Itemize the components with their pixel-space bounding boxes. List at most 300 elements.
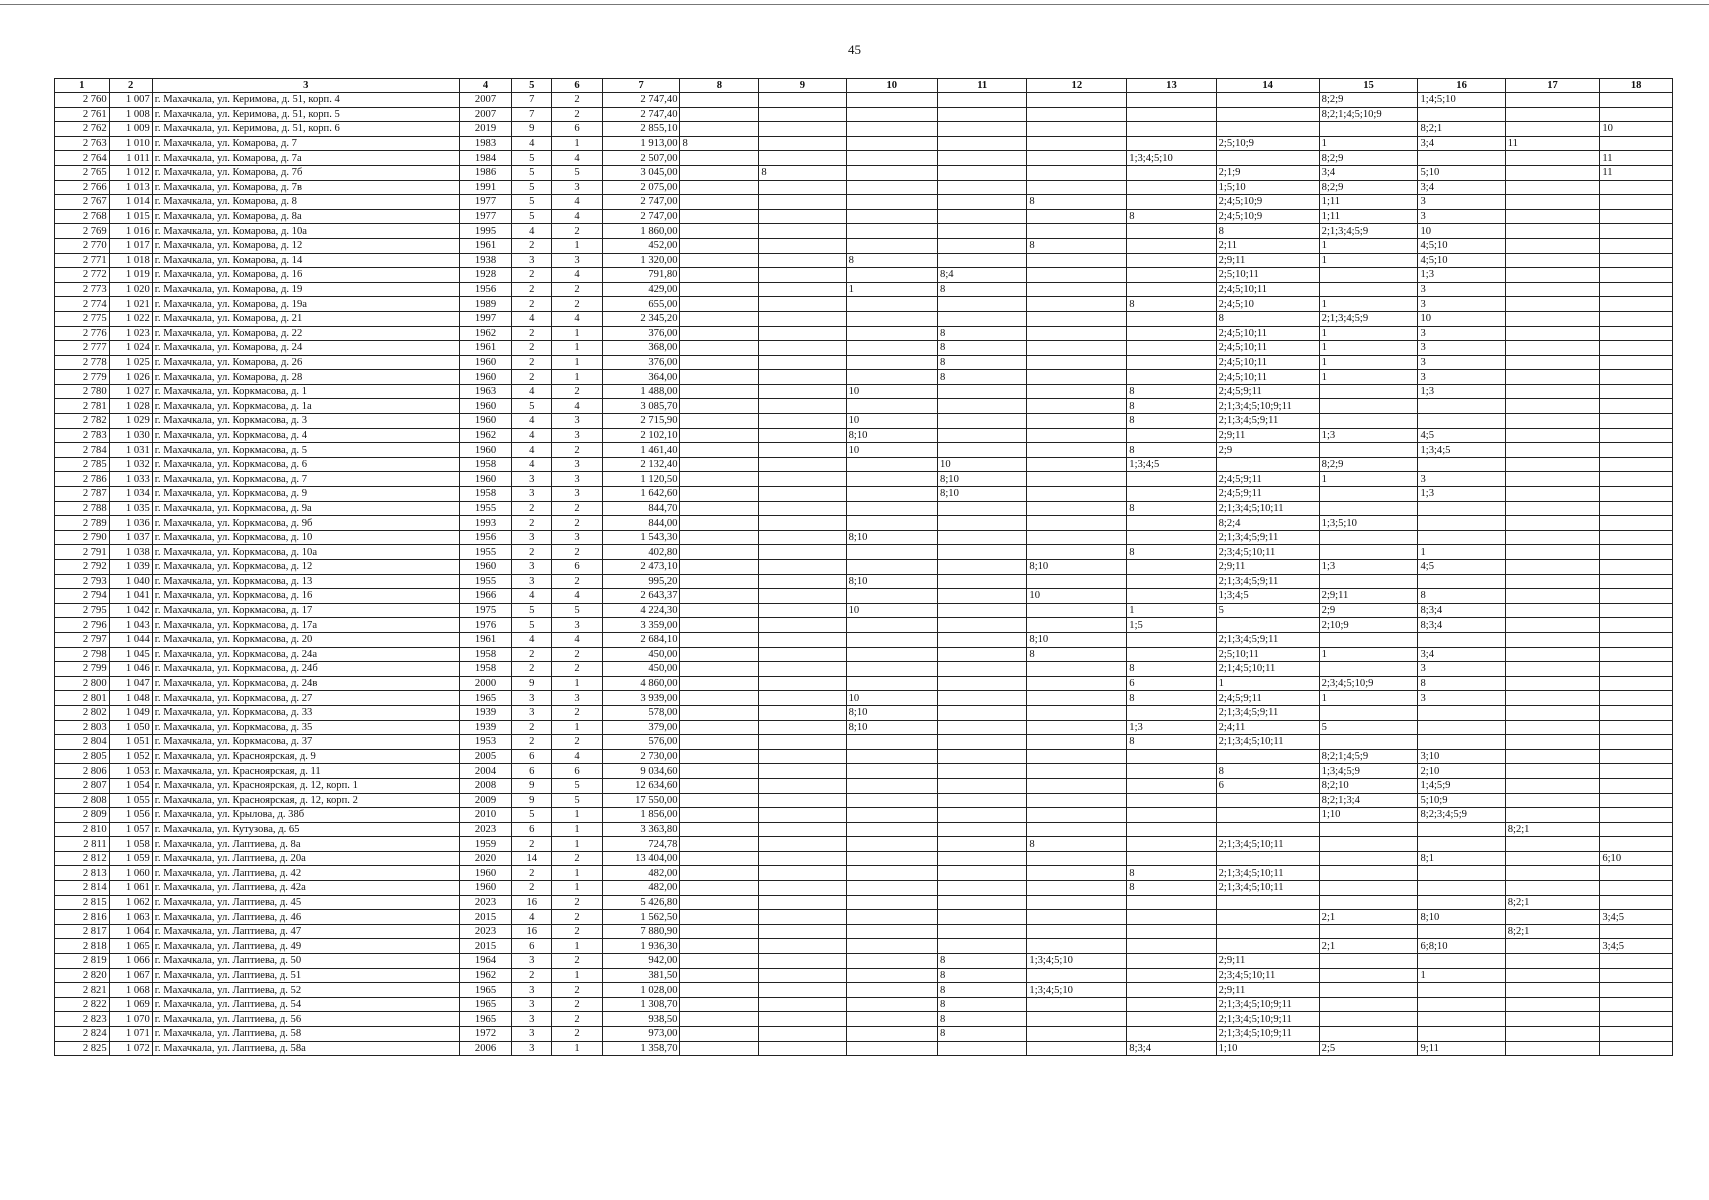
table-cell: 8 [1127,399,1216,414]
table-cell: 6;10 [1600,851,1673,866]
table-cell: 1 007 [109,93,152,108]
table-cell [938,297,1027,312]
table-cell [846,487,937,502]
table-cell: г. Махачкала, ул. Коркмасова, д. 27 [152,691,459,706]
table-cell [846,778,937,793]
table-cell: 8 [1418,589,1505,604]
table-cell: 1 [1319,136,1418,151]
table-cell: 1 [1319,472,1418,487]
table-cell [1600,209,1673,224]
table-cell: 1 [552,837,602,852]
table-row [55,1027,1673,1042]
table-cell [1216,822,1319,837]
table-cell [680,647,759,662]
table-cell [759,443,846,458]
table-cell [1505,501,1600,516]
table-cell: г. Махачкала, ул. Коркмасова, д. 6 [152,457,459,472]
table-cell [1505,282,1600,297]
table-cell [1505,107,1600,122]
table-cell: 2 345,20 [602,311,680,326]
table-cell: 5 [552,165,602,180]
table-cell: 2 507,00 [602,151,680,166]
table-cell: 1 562,50 [602,910,680,925]
table-cell [1319,632,1418,647]
table-cell [1505,939,1600,954]
table-cell [846,632,937,647]
table-cell [1127,253,1216,268]
table-cell: 1 461,40 [602,443,680,458]
table-row [55,136,1673,151]
table-cell [1127,705,1216,720]
table-cell [1127,107,1216,122]
table-cell [1418,881,1505,896]
table-cell [680,793,759,808]
table-cell: 2;4;5;10;11 [1216,326,1319,341]
table-cell: 4;5 [1418,560,1505,575]
table-cell: 938,50 [602,1012,680,1027]
table-cell: 2;10 [1418,764,1505,779]
table-cell [846,107,937,122]
table-cell [1319,851,1418,866]
table-cell: 1 120,50 [602,472,680,487]
table-cell: 1955 [459,501,512,516]
table-cell [1027,443,1127,458]
table-cell: 1 [1319,253,1418,268]
table-cell [846,968,937,983]
table-cell: 376,00 [602,355,680,370]
table-cell [680,676,759,691]
table-cell [680,355,759,370]
table-cell: 2 823 [55,1012,110,1027]
table-cell [759,924,846,939]
table-cell: 1965 [459,997,512,1012]
table-cell: 3;4;5 [1600,939,1673,954]
table-cell [1505,472,1600,487]
table-cell [938,735,1027,750]
table-cell: 2 [512,720,552,735]
table-cell [759,136,846,151]
table-cell [846,589,937,604]
table-cell [1027,1012,1127,1027]
table-cell [938,939,1027,954]
table-cell: 8 [1216,764,1319,779]
table-row [55,238,1673,253]
table-cell [680,895,759,910]
table-cell: 2 [512,238,552,253]
table-cell: 1 024 [109,341,152,356]
table-cell: 8;10 [1027,560,1127,575]
table-cell: 2023 [459,895,512,910]
table-cell [1505,428,1600,443]
table-cell: 2010 [459,808,512,823]
table-cell: 8;2;9 [1319,457,1418,472]
table-cell [938,93,1027,108]
table-cell [1600,924,1673,939]
table-cell: 2;9;11 [1319,589,1418,604]
table-cell: г. Махачкала, ул. Керимова, д. 51, корп. 6 [152,122,459,137]
table-row [55,93,1673,108]
table-cell: 8 [1127,414,1216,429]
table-cell: 1939 [459,720,512,735]
table-cell [680,443,759,458]
table-cell [1418,866,1505,881]
table-row [55,472,1673,487]
table-cell: 11 [1600,151,1673,166]
table-cell [1505,778,1600,793]
table-cell: 655,00 [602,297,680,312]
table-cell [1319,530,1418,545]
table-cell [1505,574,1600,589]
table-cell [1600,311,1673,326]
table-cell [1600,107,1673,122]
table-cell: 1939 [459,705,512,720]
table-row [55,632,1673,647]
table-cell [680,530,759,545]
table-cell: 1;5;10 [1216,180,1319,195]
housing-registry-table [54,78,1673,1056]
table-cell [938,253,1027,268]
table-cell: 2 [552,735,602,750]
table-cell: 1991 [459,180,512,195]
table-cell [1027,530,1127,545]
table-cell: 1 060 [109,866,152,881]
table-cell [1505,224,1600,239]
table-cell: г. Махачкала, ул. Комарова, д. 7а [152,151,459,166]
table-cell: 1 [1319,326,1418,341]
table-cell: 8 [1127,866,1216,881]
table-cell: 2 132,40 [602,457,680,472]
table-cell: 1 053 [109,764,152,779]
table-cell [759,968,846,983]
table-cell [1319,705,1418,720]
table-cell [846,764,937,779]
table-cell [680,808,759,823]
table-cell [938,808,1027,823]
table-cell [1127,954,1216,969]
table-cell: 8;2;3;4;5;9 [1418,808,1505,823]
table-cell: 381,50 [602,968,680,983]
table-cell [680,574,759,589]
table-cell: 450,00 [602,662,680,677]
table-cell [1600,968,1673,983]
table-cell [846,910,937,925]
table-row [55,735,1673,750]
table-cell: 4 [552,589,602,604]
table-cell [1127,93,1216,108]
table-cell: г. Махачкала, ул. Комарова, д. 28 [152,370,459,385]
table-cell [1216,939,1319,954]
table-cell: г. Махачкала, ул. Комарова, д. 22 [152,326,459,341]
table-cell: 4 [512,384,552,399]
table-cell: 1 044 [109,632,152,647]
table-cell: 1 [552,676,602,691]
table-cell [938,632,1027,647]
table-cell: 3 [1418,662,1505,677]
table-cell [1600,253,1673,268]
table-cell [1505,749,1600,764]
table-cell: 1956 [459,530,512,545]
table-cell [846,647,937,662]
table-cell [759,414,846,429]
table-cell: 6;8;10 [1418,939,1505,954]
table-cell: 6 [512,822,552,837]
table-cell [759,195,846,210]
table-cell: 2 795 [55,603,110,618]
table-cell [680,457,759,472]
table-cell: 4 224,30 [602,603,680,618]
table-cell [938,618,1027,633]
table-cell [1027,428,1127,443]
table-cell: 10 [846,384,937,399]
table-cell [759,530,846,545]
table-cell: 3 363,80 [602,822,680,837]
table-row [55,165,1673,180]
table-cell: 1 049 [109,705,152,720]
table-cell: 1 [552,720,602,735]
table-cell [680,603,759,618]
table-cell [1418,107,1505,122]
table-cell: 8;1 [1418,851,1505,866]
table-cell [1600,384,1673,399]
table-cell [1027,311,1127,326]
table-cell [938,851,1027,866]
table-cell: 8;10 [938,487,1027,502]
table-cell [846,238,937,253]
table-cell: 2;4;5;9;11 [1216,487,1319,502]
table-cell [938,107,1027,122]
table-cell [680,501,759,516]
table-cell [846,924,937,939]
table-cell [1505,253,1600,268]
table-cell: 1 039 [109,560,152,575]
table-cell: г. Махачкала, ул. Лаптиева, д. 51 [152,968,459,983]
table-cell: 2 822 [55,997,110,1012]
table-cell [680,253,759,268]
table-cell [1127,560,1216,575]
table-cell: 2 [552,983,602,998]
table-cell: 3 [512,1012,552,1027]
table-row [55,954,1673,969]
table-cell [1505,326,1600,341]
table-cell: 1 [1418,968,1505,983]
column-header: 5 [512,79,552,93]
table-cell: 2 815 [55,895,110,910]
table-cell: 3 [1418,355,1505,370]
table-cell: 2 [552,895,602,910]
table-cell [1505,268,1600,283]
table-cell: 4 [552,268,602,283]
table-cell: 2 747,00 [602,209,680,224]
table-cell: 3 [1418,341,1505,356]
table-cell: 1960 [459,472,512,487]
table-cell: 1955 [459,574,512,589]
table-cell [1027,1041,1127,1056]
table-cell: 4 [552,749,602,764]
table-cell [938,647,1027,662]
table-cell: 1 028 [109,399,152,414]
table-cell: 1 040 [109,574,152,589]
table-cell [1418,399,1505,414]
table-row [55,881,1673,896]
table-row [55,939,1673,954]
table-cell: 2;1 [1319,939,1418,954]
table-cell: 1 025 [109,355,152,370]
table-cell [846,662,937,677]
table-cell [1600,574,1673,589]
table-cell: 4 [552,151,602,166]
table-cell: 364,00 [602,370,680,385]
table-cell: 9 [512,778,552,793]
table-cell: 1953 [459,735,512,750]
table-cell: 5;10 [1418,165,1505,180]
table-cell [680,516,759,531]
table-cell: 8;2;10 [1319,778,1418,793]
table-cell: г. Махачкала, ул. Коркмасова, д. 35 [152,720,459,735]
table-cell [1600,326,1673,341]
table-cell [1027,895,1127,910]
table-row [55,253,1673,268]
table-cell [846,997,937,1012]
table-cell [1027,165,1127,180]
table-cell: 1 064 [109,924,152,939]
table-cell: 2 [552,282,602,297]
table-cell [1600,93,1673,108]
table-cell: 1976 [459,618,512,633]
table-cell [680,297,759,312]
table-cell: 4;5 [1418,428,1505,443]
table-cell [759,778,846,793]
table-cell [1027,778,1127,793]
table-cell [680,282,759,297]
table-cell: 4;5;10 [1418,253,1505,268]
table-cell [938,195,1027,210]
table-cell [1319,443,1418,458]
table-cell [846,457,937,472]
table-cell [846,1027,937,1042]
table-cell: 2 [512,866,552,881]
table-cell [1027,107,1127,122]
table-cell [1418,983,1505,998]
table-cell: г. Махачкала, ул. Кутузова, д. 65 [152,822,459,837]
table-cell [759,457,846,472]
table-cell [1505,180,1600,195]
table-cell [1027,764,1127,779]
table-cell: 1 050 [109,720,152,735]
table-cell: 1977 [459,209,512,224]
table-cell: 2 [552,107,602,122]
table-cell: 10 [846,443,937,458]
table-cell: 8;3;4 [1127,1041,1216,1056]
table-cell [846,1012,937,1027]
table-cell [1027,355,1127,370]
table-cell: 2;4;11 [1216,720,1319,735]
table-cell [938,545,1027,560]
table-cell [1319,545,1418,560]
table-cell [1505,341,1600,356]
table-cell [1600,297,1673,312]
table-cell [1505,122,1600,137]
column-header: 7 [602,79,680,93]
table-cell: 1 070 [109,1012,152,1027]
table-cell: г. Махачкала, ул. Коркмасова, д. 1а [152,399,459,414]
table-cell: 1 027 [109,384,152,399]
table-cell: 2;11 [1216,238,1319,253]
table-cell: 2 804 [55,735,110,750]
table-cell [1027,910,1127,925]
table-cell: 1 054 [109,778,152,793]
table-cell [938,574,1027,589]
table-row [55,589,1673,604]
table-cell [938,428,1027,443]
table-cell: 2006 [459,1041,512,1056]
table-cell [1027,297,1127,312]
table-cell: 1960 [459,370,512,385]
table-cell: 1965 [459,691,512,706]
table-cell: 1 011 [109,151,152,166]
table-cell [680,954,759,969]
table-cell: 8;2;1;4;5;9 [1319,749,1418,764]
table-cell: 1 047 [109,676,152,691]
table-cell: 2 824 [55,1027,110,1042]
table-cell [1216,808,1319,823]
table-cell [1418,151,1505,166]
table-cell: 2 [552,574,602,589]
column-header: 15 [1319,79,1418,93]
table-cell [759,662,846,677]
table-row [55,808,1673,823]
table-cell: 1 [552,238,602,253]
table-cell: 6 [512,939,552,954]
table-cell: 2;1;3;4;5;10;11 [1216,501,1319,516]
table-cell: 8;2;1 [1505,924,1600,939]
table-cell [938,778,1027,793]
table-cell: 8 [1027,837,1127,852]
table-cell: 8;10 [846,530,937,545]
table-cell [759,209,846,224]
table-cell [1127,341,1216,356]
table-cell: 5 [552,793,602,808]
table-cell: 1960 [459,443,512,458]
table-cell [1127,589,1216,604]
table-cell: 1961 [459,341,512,356]
table-cell: 10 [1418,224,1505,239]
table-cell: 2;4;5;10;9 [1216,195,1319,210]
column-header: 12 [1027,79,1127,93]
table-cell: 6 [512,764,552,779]
table-cell [938,122,1027,137]
table-cell: 5 [512,180,552,195]
table-cell [938,180,1027,195]
table-cell: 3 [1418,326,1505,341]
table-cell [680,822,759,837]
table-cell: 2 781 [55,399,110,414]
table-cell [846,93,937,108]
table-cell [1027,209,1127,224]
table-cell [759,895,846,910]
table-cell [846,749,937,764]
table-cell [1505,297,1600,312]
table-cell [938,676,1027,691]
table-cell: 2;1;3;4;5;10;11 [1216,837,1319,852]
table-cell: г. Махачкала, ул. Коркмасова, д. 16 [152,589,459,604]
table-cell [1127,808,1216,823]
table-row [55,764,1673,779]
table-cell: 2 766 [55,180,110,195]
table-cell: 2 786 [55,472,110,487]
table-cell: г. Махачкала, ул. Комарова, д. 10а [152,224,459,239]
table-cell: 1 032 [109,457,152,472]
table-cell: 8;2;1;3;4 [1319,793,1418,808]
